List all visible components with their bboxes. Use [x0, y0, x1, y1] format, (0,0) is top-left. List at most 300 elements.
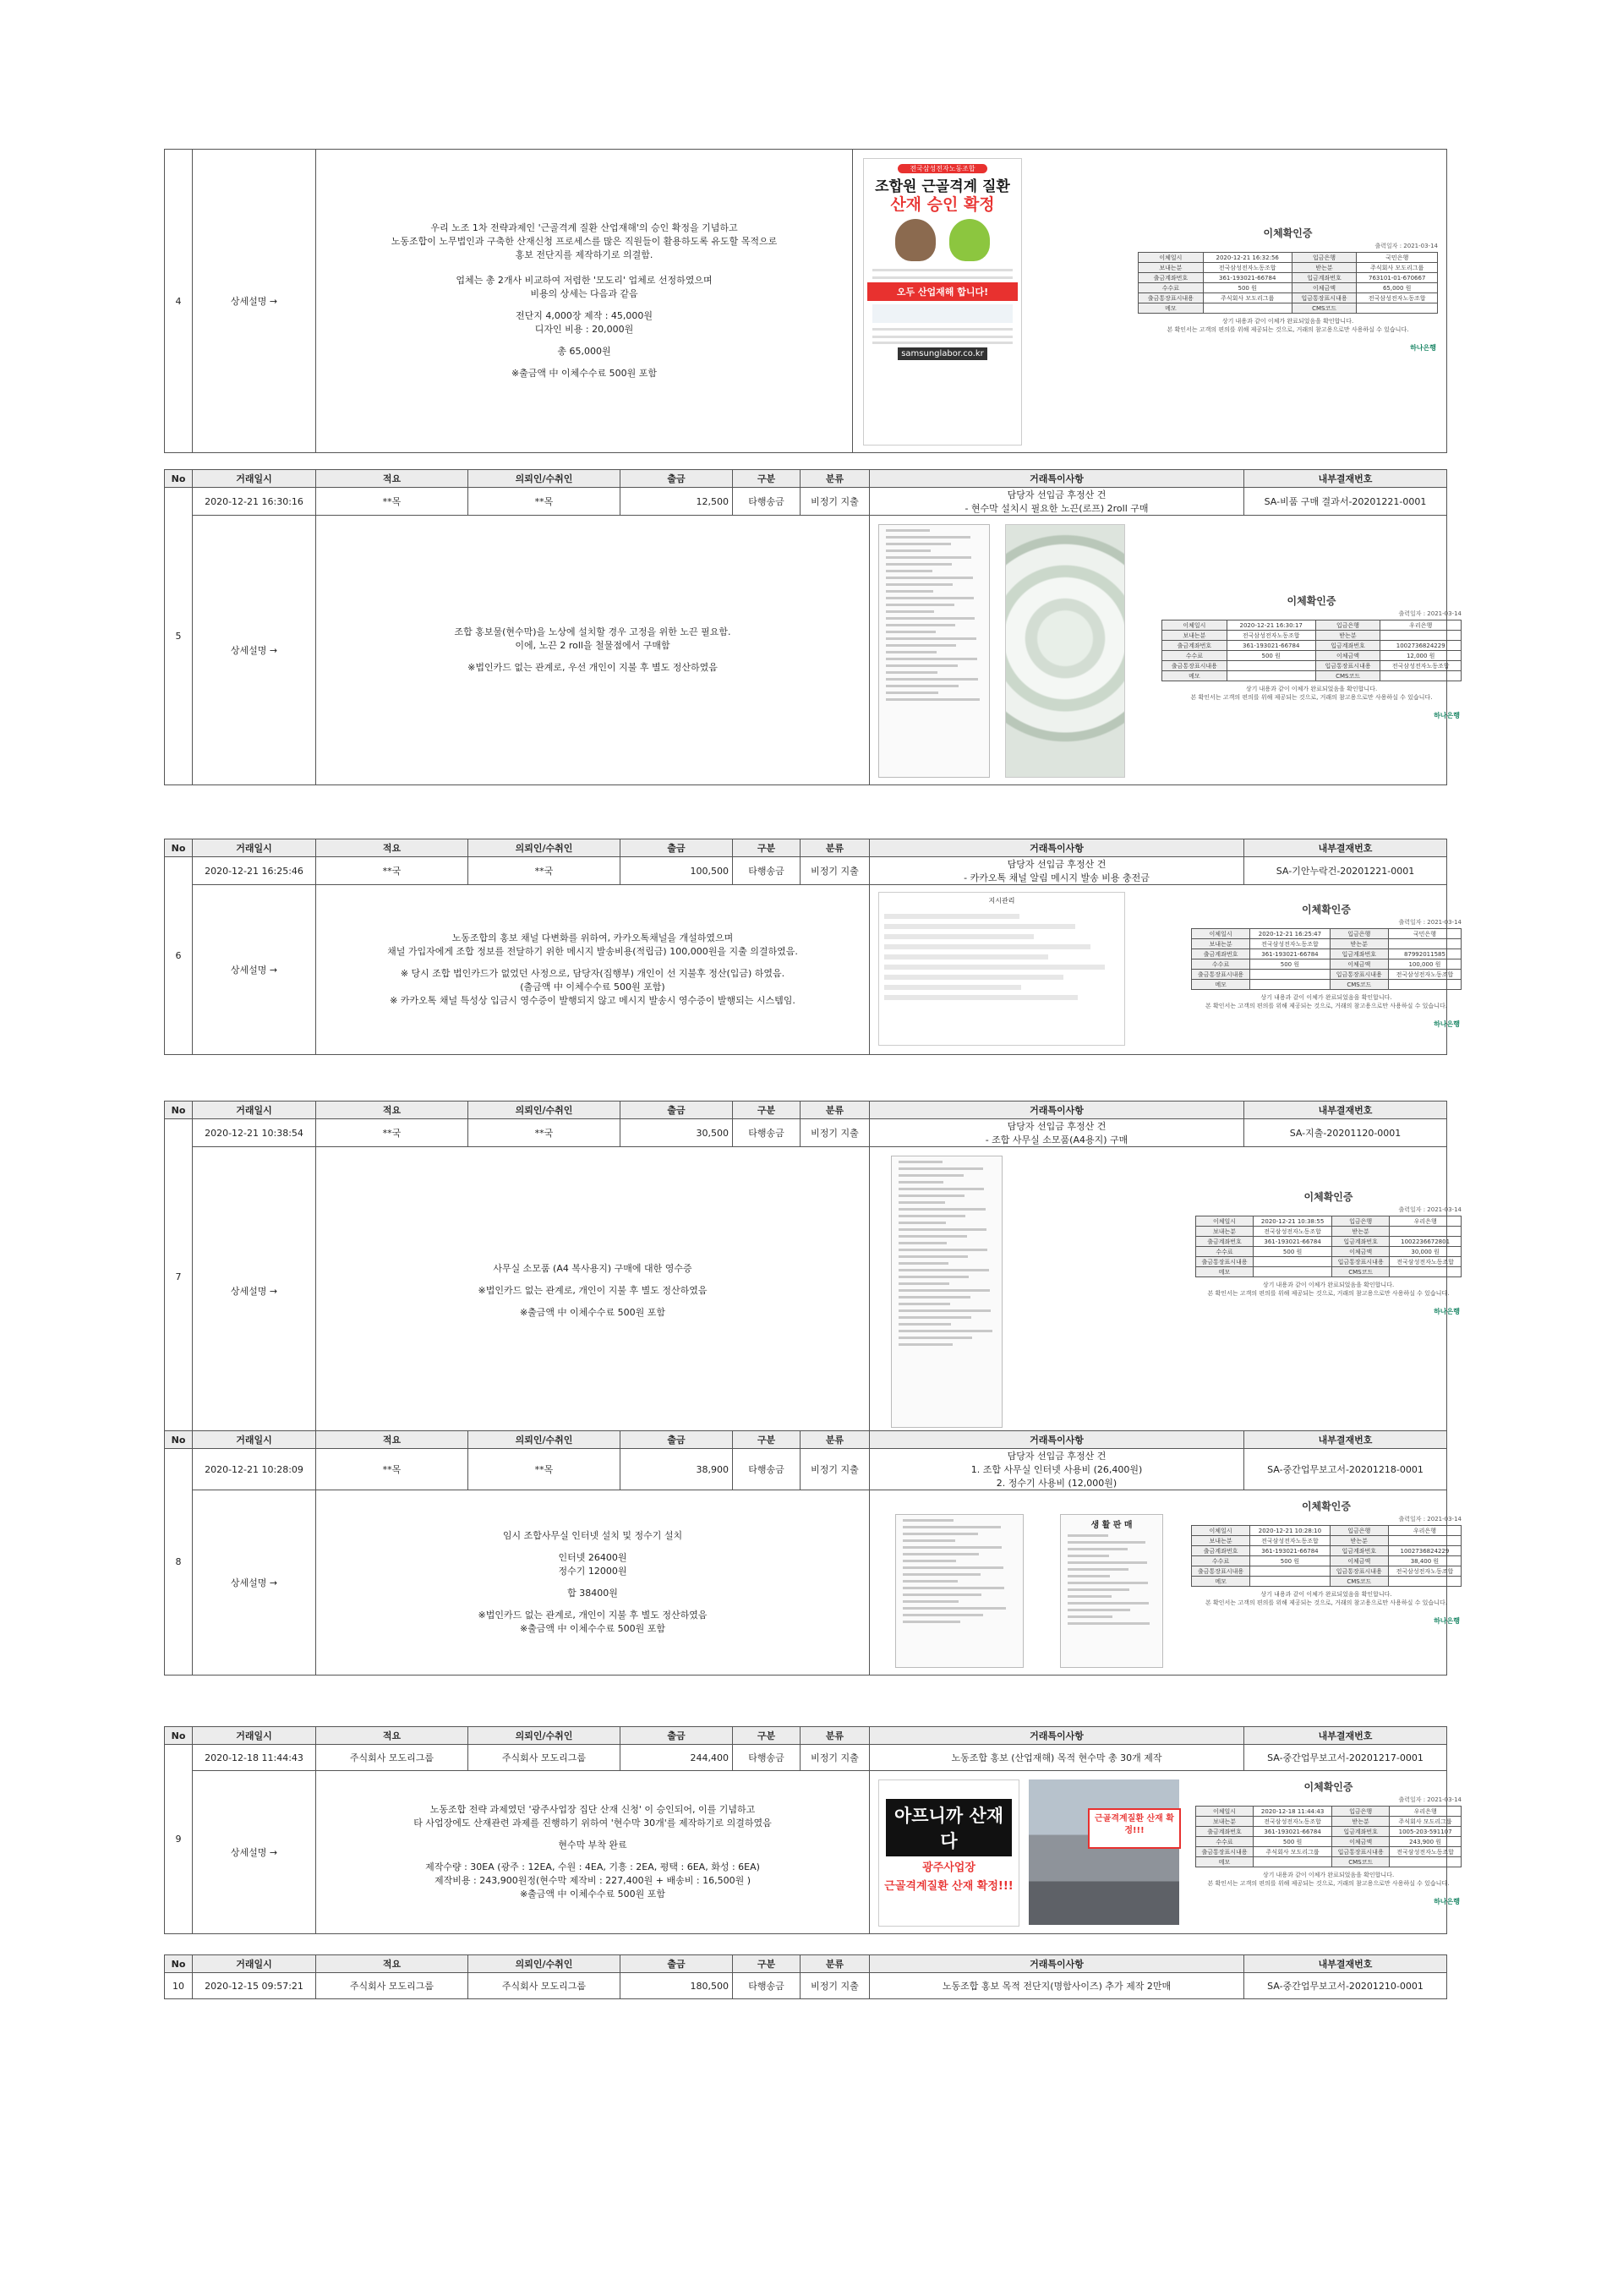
- desc-line: 정수기 12000원: [558, 1566, 627, 1577]
- column-header: 내부결재번호: [1244, 1102, 1447, 1119]
- desc-line: ※출금액 中 이체수수료 500원 포함: [511, 368, 658, 379]
- cert-value: [1203, 303, 1292, 314]
- cert-key: 입금통장표시내용: [1330, 970, 1388, 980]
- cert-key: 입금통장표시내용: [1315, 661, 1380, 671]
- cert-value: 전국삼성전자노동조합: [1380, 661, 1462, 671]
- desc-line: ※법인카드 없는 관계로, 개인이 지불 후 별도 정산하였음: [478, 1285, 708, 1296]
- column-header: 출금: [620, 1955, 733, 1973]
- column-header: 적요: [316, 1102, 468, 1119]
- cert-key: 출금계좌번호: [1162, 641, 1227, 651]
- cert-key: CMS코드: [1332, 1857, 1390, 1867]
- cert-value: 361-193021-66784: [1254, 1827, 1332, 1837]
- certificate-title: 이체확인증: [1287, 595, 1336, 607]
- cert-key: 이체금액: [1315, 651, 1380, 661]
- transaction-note: [870, 1973, 1244, 1999]
- column-header: 거래일시: [193, 839, 316, 857]
- cert-key: 출금통장표시내용: [1139, 293, 1204, 303]
- cert-key: 출금계좌번호: [1196, 1237, 1254, 1247]
- cert-notice: 상기 내용과 같이 이체가 완료되었음을 확인합니다.: [1260, 994, 1392, 1001]
- flyer-url: samsunglabor.co.kr: [898, 347, 987, 360]
- cert-key: CMS코드: [1332, 1267, 1390, 1277]
- desc-line: ※법인카드 없는 관계로, 우선 개인이 지불 후 별도 정산하였음: [467, 662, 718, 673]
- transaction-amount: 30,500: [620, 1119, 733, 1147]
- cert-notice: 본 확인서는 고객의 편의를 위해 제공되는 것으로, 거래의 참고용으로만 사용하실 수 있습니다.: [1205, 1599, 1447, 1606]
- record-no: 5: [165, 488, 193, 785]
- certificate-print-date: 출력일자 : 2021-03-14: [1398, 610, 1462, 617]
- cert-key: 보내는분: [1192, 939, 1250, 949]
- transaction-summary: **국: [316, 857, 468, 885]
- cert-value: 주식회사 모도리그룹: [1390, 1817, 1462, 1827]
- transaction-category: 비정기 지출: [801, 1119, 870, 1147]
- desc-line: 합 38400원: [567, 1588, 618, 1599]
- column-header: 구분: [733, 839, 801, 857]
- transaction-note: [870, 1449, 1244, 1490]
- column-header: 내부결재번호: [1244, 839, 1447, 857]
- record-table: [164, 839, 1462, 1055]
- cert-value: [1357, 303, 1438, 314]
- cert-key: 수수료: [1196, 1837, 1254, 1847]
- cert-key: 입금통장표시내용: [1292, 293, 1357, 303]
- cert-value: 전국삼성전자노동조합: [1390, 1257, 1462, 1267]
- column-header: No: [165, 1955, 193, 1973]
- cert-value: 전국삼성전자노동조합: [1390, 1847, 1462, 1857]
- transaction-row: [165, 1449, 1447, 1490]
- transaction-amount: 244,400: [620, 1745, 733, 1771]
- cert-value: 우리은행: [1390, 1807, 1462, 1817]
- screenshot-title: 지시관리: [988, 897, 1015, 905]
- cert-key: 이체일시: [1192, 1526, 1250, 1536]
- cert-value: [1380, 671, 1462, 681]
- mascot-right-icon: [949, 219, 990, 261]
- record-no: 6: [165, 857, 193, 1055]
- cert-value: 1002236672801: [1390, 1237, 1462, 1247]
- certificate-print-date: 출력일자 : 2021-03-14: [1398, 1796, 1462, 1803]
- cert-value: 전국삼성전자노동조합: [1250, 939, 1331, 949]
- transaction-category: 비정기 지출: [801, 1745, 870, 1771]
- record-table: [164, 1954, 1447, 1999]
- cert-key: 메모: [1196, 1857, 1254, 1867]
- desc-line: 총 65,000원: [557, 346, 611, 357]
- transaction-row: [165, 857, 1447, 885]
- bank-logo: 하나은행: [1410, 344, 1436, 352]
- transaction-amount: 180,500: [620, 1973, 733, 1999]
- certificate-table: [1195, 1806, 1462, 1867]
- column-header: 적요: [316, 1955, 468, 1973]
- cert-notice: 본 확인서는 고객의 편의를 위해 제공되는 것으로, 거래의 참고용으로만 사용하실 수 있습니다.: [1207, 1880, 1450, 1887]
- detail-description: [316, 1490, 870, 1676]
- column-header: 적요: [316, 1727, 468, 1745]
- flyer-image: [863, 158, 1022, 446]
- transaction-category: 비정기 지출: [801, 857, 870, 885]
- column-header: 거래특이사항: [870, 1102, 1244, 1119]
- certificate-title: 이체확인증: [1302, 904, 1351, 916]
- transaction-payee: **목: [468, 488, 620, 516]
- transaction-date: 2020-12-21 10:38:54: [193, 1119, 316, 1147]
- cert-notice: 상기 내용과 같이 이체가 완료되었음을 확인합니다.: [1245, 686, 1378, 692]
- column-header: 구분: [733, 470, 801, 488]
- cert-value: 1005-203-591107: [1390, 1827, 1462, 1837]
- cert-key: 받는분: [1332, 1817, 1390, 1827]
- cert-value: 전국삼성전자노동조합: [1227, 631, 1315, 641]
- transaction-type: 타행송금: [733, 1745, 801, 1771]
- cert-value: 30,000 원: [1390, 1247, 1462, 1257]
- certificate-title: 이체확인증: [1302, 1501, 1351, 1512]
- desc-line: 인터넷 26400원: [558, 1552, 627, 1563]
- detail-link[interactable]: 상세설명 →: [193, 885, 316, 1055]
- cert-value: 2020-12-21 10:28:10: [1250, 1526, 1331, 1536]
- column-header: 분류: [801, 470, 870, 488]
- certificate-table: [1191, 928, 1462, 990]
- column-header: 출금: [620, 839, 733, 857]
- bank-logo: 하나은행: [1434, 1617, 1460, 1625]
- desc-line: 전단지 4,000장 제작 : 45,000원: [515, 310, 653, 321]
- cert-key: 받는분: [1292, 263, 1357, 273]
- transaction-note: [870, 1745, 1244, 1771]
- desc-line: 노동조합 전략 과제였던 '광주사업장 집단 산재 신청' 이 승인되어, 이를 기념하고: [429, 1804, 756, 1815]
- cert-value: [1390, 1267, 1462, 1277]
- note-line: 담당자 선입금 후정산 건: [1007, 1121, 1107, 1132]
- approval-number: SA-중간업무보고서-20201217-0001: [1244, 1745, 1447, 1771]
- flyer-headline: 조합원 근골격계 질환: [875, 178, 1010, 195]
- record-7: [164, 1101, 1462, 1435]
- column-header: No: [165, 1727, 193, 1745]
- detail-link[interactable]: 상세설명 →: [193, 1490, 316, 1676]
- column-header: 거래일시: [193, 1431, 316, 1449]
- detail-description: [316, 1147, 870, 1435]
- record-table: [164, 1101, 1462, 1435]
- column-header: 거래일시: [193, 1955, 316, 1973]
- cert-value: [1227, 671, 1315, 681]
- transaction-amount: 12,500: [620, 488, 733, 516]
- cert-key: 출금통장표시내용: [1192, 970, 1250, 980]
- column-header: 출금: [620, 470, 733, 488]
- cert-key: 출금통장표시내용: [1162, 661, 1227, 671]
- cert-key: 보내는분: [1139, 263, 1204, 273]
- record-9: [164, 1726, 1462, 1934]
- desc-line: ※출금액 中 이체수수료 500원 포함: [519, 1889, 666, 1900]
- column-header: 분류: [801, 839, 870, 857]
- note-line: - 현수막 설치시 필요한 노끈(로프) 2roll 구매: [965, 503, 1149, 514]
- column-header: 적요: [316, 470, 468, 488]
- cert-value: [1250, 980, 1331, 990]
- cert-key: 입금은행: [1315, 620, 1380, 631]
- column-header: 출금: [620, 1727, 733, 1745]
- cert-value: [1254, 1257, 1332, 1267]
- cert-notice: 본 확인서는 고객의 편의를 위해 제공되는 것으로, 거래의 참고용으로만 사용하실 수 있습니다.: [1207, 1290, 1450, 1297]
- certificate-table: [1191, 1525, 1462, 1587]
- desc-line: 제작비용 : 243,900원정(현수막 제작비 : 227,400원 + 배송비 : 16,500원 ): [434, 1875, 751, 1886]
- detail-link[interactable]: 상세설명 →: [193, 516, 316, 785]
- transaction-payee: 주식회사 모도리그룹: [468, 1745, 620, 1771]
- cert-key: 보내는분: [1192, 1536, 1250, 1546]
- cert-value: 500 원: [1203, 283, 1292, 293]
- column-header: No: [165, 470, 193, 488]
- transaction-row: [165, 1973, 1447, 1999]
- certificate-print-date: 출력일자 : 2021-03-14: [1398, 1516, 1462, 1522]
- cert-key: 이체금액: [1332, 1837, 1390, 1847]
- record-no: 9: [165, 1745, 193, 1934]
- detail-row: [165, 1771, 1447, 1934]
- column-header: 거래특이사항: [870, 470, 1244, 488]
- transaction-category: 비정기 지출: [801, 488, 870, 516]
- cert-value: [1250, 1577, 1331, 1587]
- detail-row: [165, 1147, 1447, 1435]
- certificate-table: [1161, 620, 1462, 681]
- column-header: 구분: [733, 1102, 801, 1119]
- record-4: [164, 149, 1446, 453]
- cert-value: 주식회사 모도리그룹: [1254, 1847, 1332, 1857]
- cert-value: [1254, 1267, 1332, 1277]
- note-line: 1. 조합 사무실 인터넷 사용비 (26,400원): [970, 1464, 1143, 1475]
- cert-value: 1002736824229: [1388, 1546, 1461, 1556]
- cert-value: 500 원: [1227, 651, 1315, 661]
- banner-headline: 아프니까 산재다: [886, 1799, 1012, 1856]
- approval-number: SA-지출-20201120-0001: [1244, 1119, 1447, 1147]
- cert-value: 전국삼성전자노동조합: [1388, 1566, 1461, 1577]
- evidence-cell: [870, 1490, 1462, 1676]
- transaction-type: 타행송금: [733, 1449, 801, 1490]
- cert-value: 주식회사 모도리그룹: [1203, 293, 1292, 303]
- cert-value: 361-193021-66784: [1250, 1546, 1331, 1556]
- transaction-date: 2020-12-18 11:44:43: [193, 1745, 316, 1771]
- record-table: [164, 469, 1462, 785]
- cert-key: 입금은행: [1330, 1526, 1388, 1536]
- desc-line: 사무실 소모품 (A4 복사용지) 구매에 대한 영수증: [493, 1263, 692, 1274]
- cert-value: [1388, 1577, 1461, 1587]
- cert-value: 361-193021-66784: [1254, 1237, 1332, 1247]
- cert-value: [1380, 631, 1462, 641]
- cert-value: 2020-12-18 11:44:43: [1254, 1807, 1332, 1817]
- cert-value: 2020-12-21 16:25:47: [1250, 929, 1331, 939]
- bank-logo: 하나은행: [1434, 1308, 1460, 1315]
- note-line: 노동조합 홍보 목적 전단지(명함사이즈) 추가 제작 2만매: [942, 1981, 1172, 1992]
- detail-link[interactable]: 상세설명 →: [193, 150, 316, 453]
- cert-value: [1250, 970, 1331, 980]
- column-header: 구분: [733, 1431, 801, 1449]
- header-row: [165, 470, 1447, 488]
- desc-line: 노동조합이 노무법인과 구축한 산재신청 프로세스를 많은 직원들이 활용하도록 유도할 목적으로: [391, 236, 778, 247]
- approval-number: SA-중간업무보고서-20201218-0001: [1244, 1449, 1447, 1490]
- transaction-summary: 주식회사 모도리그룹: [316, 1745, 468, 1771]
- evidence-cell: [870, 1147, 1462, 1435]
- rope-photo: [1005, 524, 1125, 778]
- cert-value: 전국삼성전자노동조합: [1250, 1536, 1331, 1546]
- desc-line: (출금액 中 이체수수료 500원 포함): [520, 981, 665, 992]
- column-header: 의뢰인/수취인: [468, 470, 620, 488]
- desc-line: ※ 당시 조합 법인카드가 없었던 사정으로, 담당자(집행부) 개인이 선 지불후 정산(입금) 하였음.: [400, 968, 785, 979]
- cert-value: 우리은행: [1380, 620, 1462, 631]
- document-title: 생 활 판 매: [1090, 1521, 1133, 1530]
- certificate-print-date: 출력일자 : 2021-03-14: [1374, 243, 1438, 249]
- column-header: 거래일시: [193, 1727, 316, 1745]
- cert-value: 주식회사 모도리그룹: [1357, 263, 1438, 273]
- transaction-amount: 100,500: [620, 857, 733, 885]
- column-header: 분류: [801, 1955, 870, 1973]
- column-header: 구분: [733, 1727, 801, 1745]
- column-header: No: [165, 839, 193, 857]
- cert-key: 받는분: [1330, 939, 1388, 949]
- desc-line: ※출금액 中 이체수수료 500원 포함: [519, 1307, 666, 1318]
- transaction-date: 2020-12-21 16:25:46: [193, 857, 316, 885]
- column-header: 내부결재번호: [1244, 470, 1447, 488]
- column-header: 분류: [801, 1727, 870, 1745]
- cert-key: CMS코드: [1330, 1577, 1388, 1587]
- cert-key: CMS코드: [1315, 671, 1380, 681]
- column-header: 거래특이사항: [870, 1431, 1244, 1449]
- transfer-certificate: [1161, 593, 1462, 720]
- transaction-category: 비정기 지출: [801, 1973, 870, 1999]
- approval-number: SA-중간업무보고서-20201210-0001: [1244, 1973, 1447, 1999]
- banner-design-image: [878, 1779, 1019, 1927]
- desc-line: ※출금액 中 이체수수료 500원 포함: [519, 1623, 666, 1634]
- cert-key: 출금통장표시내용: [1196, 1847, 1254, 1857]
- cert-value: 전국삼성전자노동조합: [1388, 970, 1461, 980]
- header-row: [165, 839, 1447, 857]
- cert-key: 출금계좌번호: [1192, 1546, 1250, 1556]
- column-header: 의뢰인/수취인: [468, 839, 620, 857]
- transaction-category: 비정기 지출: [801, 1449, 870, 1490]
- cert-value: 전국삼성전자노동조합: [1254, 1817, 1332, 1827]
- bank-logo: 하나은행: [1434, 712, 1460, 719]
- cert-value: 500 원: [1254, 1247, 1332, 1257]
- cert-value: [1254, 1857, 1332, 1867]
- cert-notice: 상기 내용과 같이 이체가 완료되었음을 확인합니다.: [1221, 318, 1354, 325]
- note-line: 담당자 선입금 후정산 건: [1007, 859, 1107, 870]
- record-no: 10: [165, 1973, 193, 1999]
- transaction-type: 타행송금: [733, 857, 801, 885]
- cert-key: 이체일시: [1139, 253, 1204, 263]
- cert-value: 국민은행: [1388, 929, 1461, 939]
- cert-key: 수수료: [1162, 651, 1227, 661]
- header-row: [165, 1102, 1447, 1119]
- cert-value: 500 원: [1254, 1837, 1332, 1847]
- column-header: 거래일시: [193, 1102, 316, 1119]
- cert-key: 입금통장표시내용: [1332, 1257, 1390, 1267]
- cert-key: 이체금액: [1330, 1556, 1388, 1566]
- cert-key: 출금계좌번호: [1196, 1827, 1254, 1837]
- cert-value: 38,400 원: [1388, 1556, 1461, 1566]
- cert-key: 받는분: [1332, 1227, 1390, 1237]
- transaction-summary: 주식회사 모도리그룹: [316, 1973, 468, 1999]
- desc-line: 현수막 부착 완료: [558, 1840, 627, 1850]
- mascot-left-icon: [895, 219, 936, 261]
- detail-row: [165, 516, 1447, 785]
- cert-value: [1388, 980, 1461, 990]
- header-row: [165, 1955, 1447, 1973]
- desc-line: 디자인 비용 : 20,000원: [534, 324, 634, 335]
- desc-line: 노동조합의 홍보 채널 다변화를 위하여, 카카오톡채널을 개설하였으며: [451, 932, 734, 943]
- column-header: 내부결재번호: [1244, 1727, 1447, 1745]
- evidence-cell: [870, 1771, 1462, 1934]
- column-header: No: [165, 1102, 193, 1119]
- cert-key: 출금통장표시내용: [1196, 1257, 1254, 1267]
- transaction-payee: **국: [468, 857, 620, 885]
- cert-value: [1390, 1857, 1462, 1867]
- record-no: 4: [165, 150, 193, 453]
- cert-value: 361-193021-66784: [1203, 273, 1292, 283]
- cert-value: 500 원: [1250, 1556, 1331, 1566]
- transaction-note: [870, 1119, 1244, 1147]
- transaction-date: 2020-12-21 16:30:16: [193, 488, 316, 516]
- transaction-summary: **국: [316, 1119, 468, 1147]
- cert-value: 763101-01-670667: [1357, 273, 1438, 283]
- header-row: [165, 1431, 1447, 1449]
- column-header: 내부결재번호: [1244, 1955, 1447, 1973]
- cert-value: 국민은행: [1357, 253, 1438, 263]
- detail-link[interactable]: 상세설명 →: [193, 1771, 316, 1934]
- detail-description: [316, 150, 853, 453]
- desc-line: 업체는 총 2개사 비교하여 저렴한 '모도리' 업체로 선정하였으며: [456, 275, 713, 286]
- cert-value: 243,900 원: [1390, 1837, 1462, 1847]
- cert-key: 받는분: [1330, 1536, 1388, 1546]
- certificate-table: [1195, 1216, 1462, 1277]
- column-header: 거래특이사항: [870, 1955, 1244, 1973]
- transaction-date: 2020-12-15 09:57:21: [193, 1973, 316, 1999]
- note-line: 담당자 선입금 후정산 건: [1007, 489, 1107, 500]
- detail-link[interactable]: 상세설명 →: [193, 1147, 316, 1435]
- banner-line-1: 광주사업장: [922, 1861, 975, 1874]
- desc-line: 조합 홍보물(현수막)을 노상에 설치할 경우 고정을 위한 노끈 필요함.: [454, 626, 731, 637]
- certificate-print-date: 출력일자 : 2021-03-14: [1398, 1206, 1462, 1213]
- cert-value: 우리은행: [1390, 1216, 1462, 1227]
- cert-key: 수수료: [1192, 959, 1250, 970]
- cert-key: 입금계좌번호: [1330, 949, 1388, 959]
- column-header: 구분: [733, 1955, 801, 1973]
- cert-value: 전국삼성전자노동조합: [1203, 263, 1292, 273]
- record-5: [164, 469, 1462, 785]
- desc-line: 채널 가입자에게 조합 정보를 전달하기 위한 메시지 발송비용(적립금) 100,000원을 지출 의결하였음.: [387, 946, 798, 957]
- flyer-subheadline: 산재 승인 확정: [890, 195, 995, 214]
- detail-row: [165, 885, 1447, 1055]
- transaction-row: [165, 488, 1447, 516]
- cert-key: 출금계좌번호: [1192, 949, 1250, 959]
- desc-line: 홍보 전단지를 제작하기로 의결함.: [515, 249, 653, 260]
- cert-key: 입금은행: [1332, 1807, 1390, 1817]
- desc-lines: [316, 221, 852, 380]
- record-6: [164, 839, 1462, 1055]
- cert-key: 이체일시: [1162, 620, 1227, 631]
- cert-key: 메모: [1192, 980, 1250, 990]
- cert-key: 이체일시: [1196, 1807, 1254, 1817]
- header-row: [165, 1727, 1447, 1745]
- transaction-row: [165, 1745, 1447, 1771]
- cert-value: 1002736824229: [1380, 641, 1462, 651]
- receipt-image: [1060, 1514, 1163, 1668]
- evidence-cell: [870, 885, 1462, 1055]
- record-table: [164, 1430, 1462, 1676]
- note-line: 노동조합 홍보 (산업재해) 목적 현수막 총 30개 제작: [951, 1752, 1162, 1763]
- cert-key: 입금통장표시내용: [1332, 1847, 1390, 1857]
- detail-row: [165, 1490, 1447, 1676]
- transfer-certificate: [1138, 226, 1438, 353]
- transaction-type: 타행송금: [733, 1119, 801, 1147]
- flyer-org: 전국삼성전자노동조합: [898, 164, 987, 173]
- transaction-note: [870, 488, 1244, 516]
- evidence-cell: [853, 150, 1447, 453]
- cert-key: 출금통장표시내용: [1192, 1566, 1250, 1577]
- receipt-image: [895, 1514, 1024, 1668]
- cert-key: 이체금액: [1292, 283, 1357, 293]
- transaction-type: 타행송금: [733, 1973, 801, 1999]
- cert-key: 메모: [1196, 1267, 1254, 1277]
- desc-line: 제작수량 : 30EA (광주 : 12EA, 수원 : 4EA, 기흥 : 2EA, 평택 : 6EA, 화성 : 6EA): [425, 1861, 760, 1872]
- transfer-certificate: [1195, 1189, 1462, 1316]
- cert-key: 수수료: [1196, 1247, 1254, 1257]
- record-table: [164, 1726, 1462, 1934]
- detail-description: [316, 1771, 870, 1934]
- approval-number: SA-비품 구매 결과서-20201221-0001: [1244, 488, 1447, 516]
- cert-key: 입금통장표시내용: [1330, 1566, 1388, 1577]
